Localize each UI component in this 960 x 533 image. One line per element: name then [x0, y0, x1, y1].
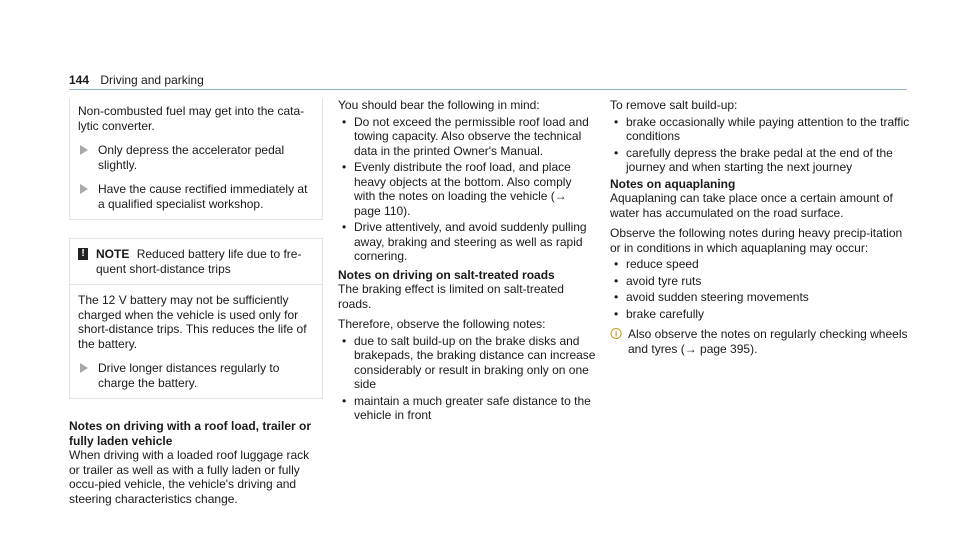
intro-text: You should bear the following in mind:	[338, 98, 540, 112]
note-keyword: NOTE	[96, 247, 130, 261]
paragraph: The braking effect is limited on salt-treated roads.	[338, 282, 564, 311]
step-item	[78, 361, 314, 390]
step-text: Drive longer distances regularly to charge the battery.	[98, 361, 280, 390]
paragraph: Aquaplaning can take place once a certain amount of water has accumulated on the road surface.	[610, 191, 893, 220]
section-title: Driving and parking	[100, 73, 204, 87]
bullet-text: carefully depress the brake pedal at the end of the journey and when starting the next journey	[626, 145, 893, 174]
header-divider	[69, 89, 907, 90]
bullet-text: brake carefully	[626, 306, 705, 321]
tip-note	[610, 327, 910, 356]
paragraph: When driving with a loaded roof luggage rack or trailer as well as with a fully laden or fully occu-pied vehicle, the vehicle's driving and steering characteristics change.	[69, 448, 310, 506]
page-header	[69, 73, 204, 88]
bullet-text: Do not exceed the permissible roof load and towing capacity. Also observe the technical data in the printed Owner's Manual.	[354, 114, 589, 158]
note-box	[69, 238, 323, 399]
bullet-icon: •	[342, 333, 347, 348]
bullet-text: reduce speed	[626, 257, 699, 271]
bullet-text: Evenly distribute the roof load, and place heavy objects at the bottom. Also comply with the notes on loading the vehicle (→ page 110).	[354, 160, 572, 218]
bullet-item	[610, 257, 910, 272]
step-item	[78, 182, 314, 211]
bullet-item	[338, 334, 596, 392]
bullet-icon: •	[614, 306, 619, 321]
exclamation-icon: !	[78, 248, 88, 260]
step-arrow-icon	[80, 184, 88, 194]
note-body	[70, 285, 322, 398]
bullet-icon: •	[342, 160, 347, 174]
column-1	[69, 98, 323, 512]
note-text: The 12 V battery may not be sufficiently charged when the vehicle is used only for short-distance trips. This reduces the life of the battery.	[78, 293, 307, 351]
column-3	[610, 98, 910, 356]
step-arrow-icon	[80, 363, 88, 373]
info-bulb-icon: 🛈	[610, 327, 623, 341]
bullet-text: maintain a much greater safe distance to the vehicle in front	[354, 393, 591, 422]
bullet-icon: •	[614, 114, 619, 129]
step-arrow-icon	[80, 145, 88, 155]
section-heading: Notes on driving with a roof load, trailer or fully laden vehicle	[69, 419, 312, 448]
step-item	[78, 143, 314, 172]
bullet-icon: •	[614, 273, 619, 288]
note-title: Reduced battery life due to fre-quent short-distance trips	[96, 247, 302, 276]
step-text: Have the cause rectified immediately at a qualified specialist workshop.	[98, 182, 308, 211]
intro-text: Non-combusted fuel may get into the cata-lytic converter.	[78, 104, 305, 133]
intro-text: To remove salt build-up:	[610, 98, 738, 112]
section-heading: Notes on driving on salt-treated roads	[338, 267, 555, 282]
paragraph: Therefore, observe the following notes:	[338, 317, 546, 331]
section-heading: Notes on aquaplaning	[610, 176, 736, 191]
bullet-item	[610, 274, 910, 289]
bullet-text: avoid sudden steering movements	[626, 290, 809, 304]
bullet-item	[610, 307, 910, 322]
bullet-item	[610, 290, 910, 305]
bullet-icon: •	[342, 393, 347, 408]
bullet-icon: •	[342, 114, 347, 129]
bullet-item	[610, 115, 910, 144]
bullet-text: brake occasionally while paying attention to the traffic conditions	[626, 114, 910, 143]
bullet-item	[338, 160, 596, 218]
paragraph: Observe the following notes during heavy precip-itation or in conditions in which aquaplaning may occur:	[610, 226, 903, 255]
bullet-item	[338, 394, 596, 423]
bullet-icon: •	[614, 257, 619, 271]
bullet-icon: •	[342, 220, 347, 234]
bullet-icon: •	[614, 145, 619, 160]
bullet-item	[338, 220, 596, 264]
bullet-item	[610, 146, 910, 175]
warning-continuation-box	[69, 98, 323, 220]
tip-text: Also observe the notes on regularly checking wheels and tyres (→ page 395).	[628, 327, 908, 356]
page-number: 144	[69, 73, 90, 87]
note-header	[70, 239, 322, 285]
bullet-item	[338, 115, 596, 159]
bullet-icon: •	[614, 290, 619, 304]
column-2	[338, 98, 596, 425]
bullet-text: Drive attentively, and avoid suddenly pulling away, braking and steering as well as rapid cornering.	[354, 220, 587, 263]
bullet-text: avoid tyre ruts	[626, 273, 702, 288]
bullet-text: due to salt build-up on the brake disks and brakepads, the braking distance can increase considerably or result in braking only on one side	[354, 333, 596, 391]
step-text: Only depress the accelerator pedal slightly.	[98, 143, 285, 172]
